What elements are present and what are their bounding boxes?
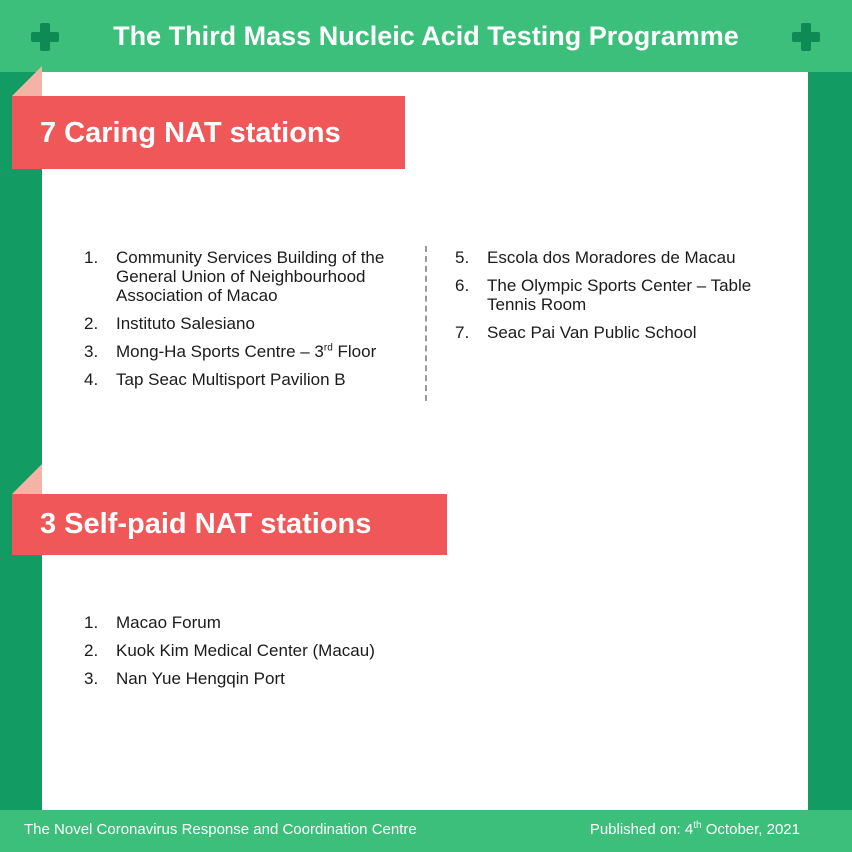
list-item: 2. Kuok Kim Medical Center (Macau) bbox=[84, 641, 375, 660]
content-sheet bbox=[42, 72, 808, 810]
caring-list-left bbox=[84, 248, 420, 398]
selfpaid-list bbox=[84, 613, 464, 697]
list-item: 6. The Olympic Sports Center – Table Tennis Room bbox=[455, 276, 752, 314]
page-title: The Third Mass Nucleic Acid Testing Programme bbox=[113, 21, 739, 51]
list-item: 4. Tap Seac Multisport Pavilion B bbox=[84, 370, 346, 389]
header-bar bbox=[0, 0, 852, 72]
list-item: 5. Escola dos Moradores de Macau bbox=[455, 248, 736, 267]
footer-organization: The Novel Coronavirus Response and Coordination Centre bbox=[24, 821, 417, 838]
list-item: 7. Seac Pai Van Public School bbox=[455, 323, 697, 342]
list-item: 3. Nan Yue Hengqin Port bbox=[84, 669, 285, 688]
column-divider bbox=[425, 246, 427, 401]
list-item: 2. Instituto Salesiano bbox=[84, 314, 255, 333]
selfpaid-stations-heading: 3 Self-paid NAT stations bbox=[12, 494, 447, 555]
footer-bar bbox=[0, 810, 852, 852]
caring-stations-heading: 7 Caring NAT stations bbox=[12, 96, 405, 169]
list-item: 1. Community Services Building of the General Union of Neighbourhood Association of Macao bbox=[84, 248, 385, 305]
caring-list-right bbox=[455, 248, 775, 351]
footer-published-date: Published on: 4th October, 2021 bbox=[589, 820, 800, 838]
banner-fold bbox=[12, 66, 42, 96]
list-item: 3. Mong-Ha Sports Centre – 3rd Floor bbox=[84, 342, 377, 361]
plus-icon bbox=[792, 23, 820, 51]
list-item: 1. Macao Forum bbox=[84, 613, 221, 632]
banner-fold bbox=[12, 464, 42, 494]
